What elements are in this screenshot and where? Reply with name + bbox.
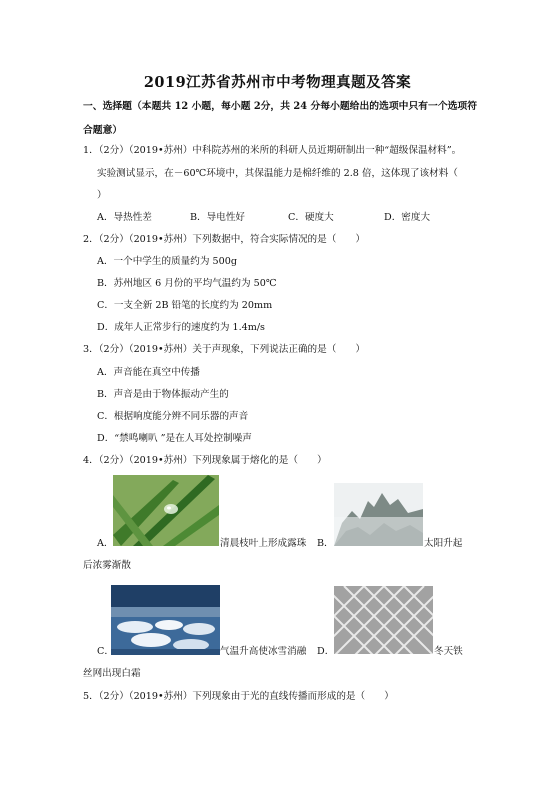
question-4-option-b-letter: B． [317,538,334,549]
question-2-option-b: B．苏州地区 6 月份的平均气温约为 50℃ [97,278,277,289]
question-3-option-a: A．声音能在真空中传播 [97,367,200,378]
question-1-stem: 1．（2分）（2019•苏州）中科院苏州的米所的科研人员近期研制出一种“超级保温材料”。 [83,145,462,156]
question-1-option-b: B．导电性好 [190,212,246,223]
section-heading-line1: 一、选择题（本题共 12 小题，每小题 2分，共 24 分每小题给出的选项中只有一个选项符 [83,101,478,112]
question-4-option-a-letter: A． [97,538,114,549]
figure-frost-wire-fence [334,586,433,654]
question-3-option-c: C．根据响度能分辨不同乐器的声音 [97,411,249,422]
page-title: 2019江苏省苏州市中考物理真题及答案 [143,74,412,91]
question-4-option-b-text: 太阳升起 [424,538,463,549]
question-4-option-c-text: 气温升高使冰雪消融 [220,646,307,657]
question-3-option-b: B．声音是由于物体振动产生的 [97,389,229,400]
question-4-option-d-cont: 丝网出现白霜 [83,668,141,679]
section-heading-line2: 合题意） [83,125,123,136]
question-4-option-d-letter: D． [317,646,335,657]
question-2-option-c: C．一支全新 2B 铅笔的长度约为 20mm [97,300,273,311]
question-2-stem: 2．（2分）（2019•苏州）下列数据中，符合实际情况的是（ ） [83,234,366,245]
figure-dew-on-leaves [113,475,219,546]
figure-snow-melting [111,585,220,655]
question-4-option-c-letter: C． [97,646,114,657]
question-2-option-a: A．一个中学生的质量约为 500g [97,256,237,267]
question-2-option-d: D．成年人正常步行的速度约为 1.4m/s [97,322,265,333]
question-1-option-a: A．导热性差 [97,212,152,223]
question-5-stem: 5．（2分）（2019•苏州）下列现象由于光的直线传播而形成的是（ ） [83,691,394,702]
question-4-option-b-cont: 后浓雾渐散 [83,560,131,571]
question-4-option-a-text: 清晨枝叶上形成露珠 [220,538,307,549]
question-3-option-d: D．“禁鸣喇叭 ”是在人耳处控制噪声 [97,433,252,444]
question-1-option-c: C．硬度大 [288,212,334,223]
question-3-stem: 3．（2分）（2019•苏州）关于声现象，下列说法正确的是（ ） [83,344,366,355]
question-4-option-d-text: 冬天铁 [434,646,463,657]
question-4-stem: 4．（2分）（2019•苏州）下列现象属于熔化的是（ ） [83,455,327,466]
question-1-stem-cont: 实验测试显示，在－60℃环境中，其保温能力是棉纤维的 2.8 倍，这体现了该材料（ [97,168,458,179]
question-1-stem-end: ） [97,190,107,201]
question-1-option-d: D．密度大 [384,212,431,223]
figure-fog-mountains [334,483,423,546]
